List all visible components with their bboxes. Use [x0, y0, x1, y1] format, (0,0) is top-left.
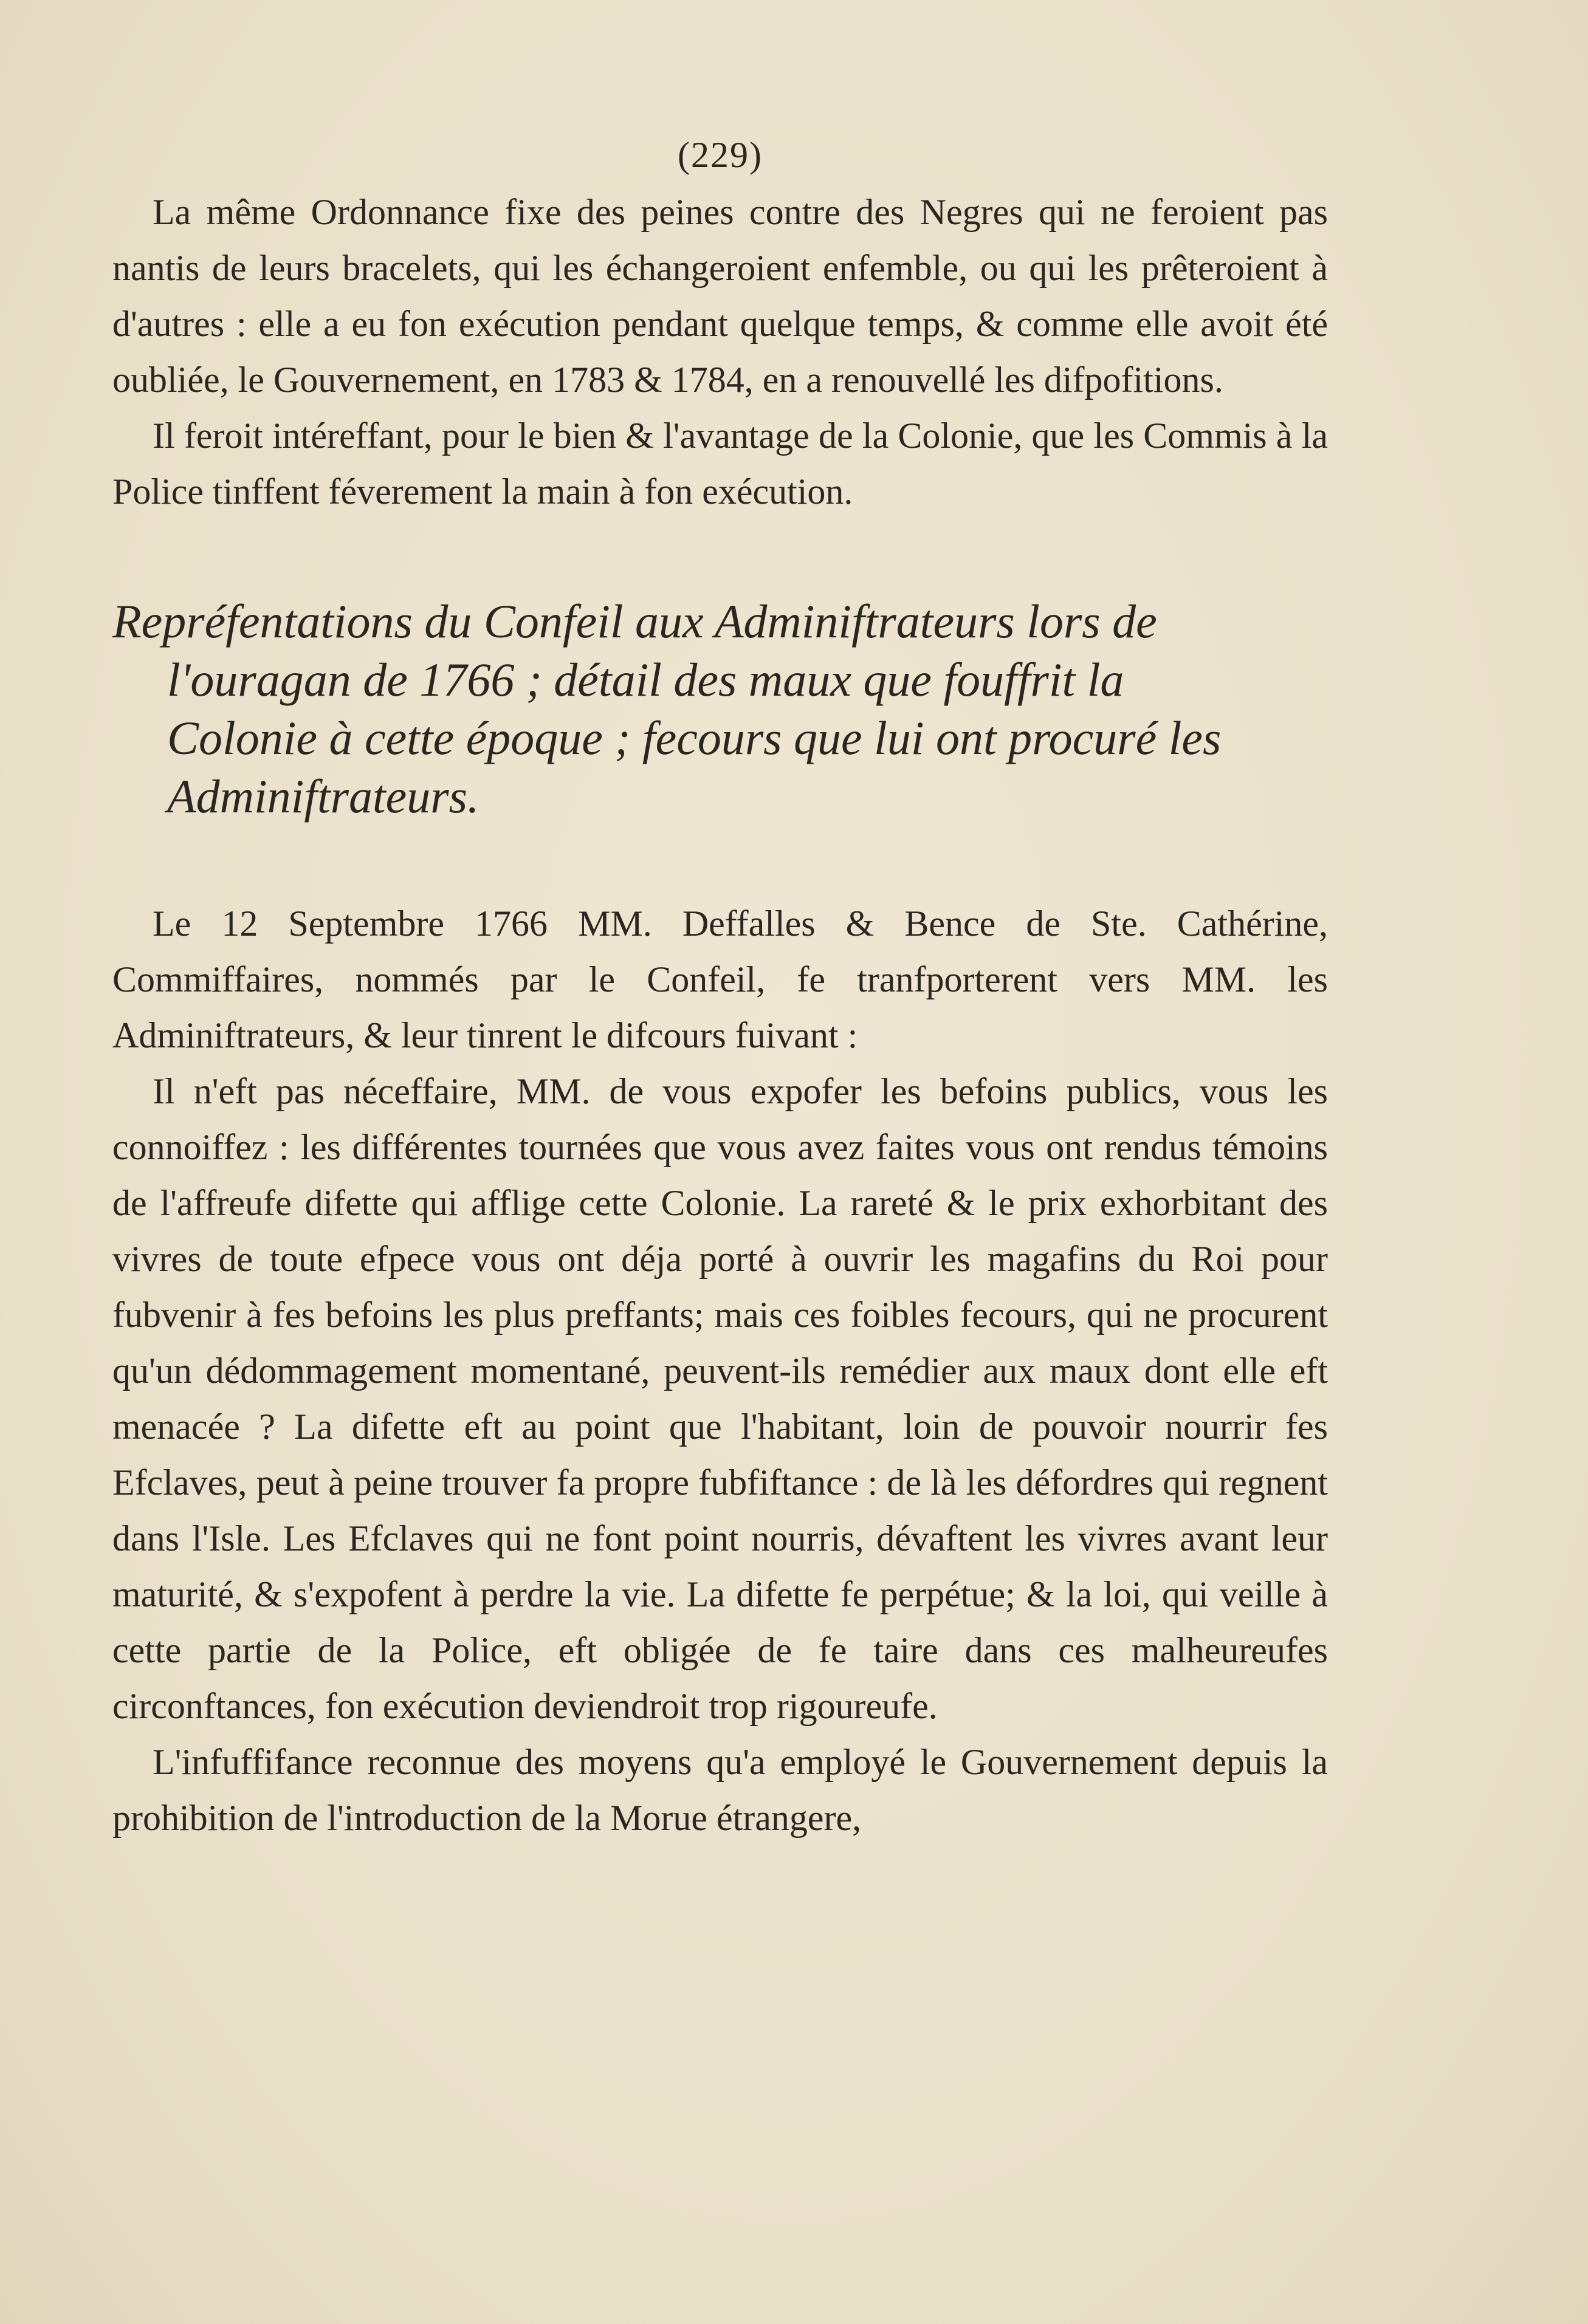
page-text-block: [112, 131, 1328, 1846]
heading-line: Colonie à cette époque ; fecours que lui ont procuré les: [167, 711, 1222, 764]
section-heading: [112, 592, 1328, 826]
heading-line: Adminiftrateurs.: [167, 770, 479, 823]
page-number: (229): [678, 135, 763, 175]
paragraph-police: Il feroit intéreffant, pour le bien & l'avantage de la Colonie, que les Commis à la Police tinffent féverement la main à fon exécution.: [112, 416, 1328, 512]
paragraph-ordonnance: La même Ordonnance fixe des peines contre des Negres qui ne feroient pas nantis de leurs bracelets, qui les échangeroient enfemble, ou qui les prêteroient à d'autres : elle a eu fon exécution pendant quelque temps, & comme elle avoit été oubliée, le Gouvernement, en 1783 & 1784, en a renouvellé les difpofitions.: [112, 192, 1328, 400]
paragraph-commissaires: Le 12 Septembre 1766 MM. Deffalles & Bence de Ste. Cathérine, Commiffaires, nommés par le Confeil, fe tranfporterent vers MM. les Adminiftrateurs, & leur tinrent le difcours fuivant :: [112, 903, 1328, 1055]
paragraph-insuffisance: L'infuffifance reconnue des moyens qu'a employé le Gouvernement depuis la prohibition de l'introduction de la Morue étrangere,: [112, 1742, 1328, 1838]
heading-line: l'ouragan de 1766 ; détail des maux que fouffrit la: [167, 653, 1124, 706]
paragraph-discours: Il n'eft pas néceffaire, MM. de vous expofer les befoins publics, vous les connoiffez : les différentes tournées que vous avez faites vous ont rendus témoins de l'affreufe difette qui afflige cette Colonie. La rareté & le prix exhorbitant des vivres de toute efpece vous ont déja porté à ouvrir les magafins du Roi pour fubvenir à fes befoins les plus preffants; mais ces foibles fecours, qui ne procurent qu'un dédommagement momentané, peuvent-ils remédier aux maux dont elle eft menacée ? La difette eft au point que l'habitant, loin de pouvoir nourrir fes Efclaves, peut à peine trouver fa propre fubfiftance : de là les défordres qui regnent dans l'Isle. Les Efclaves qui ne font point nourris, dévaftent les vivres avant leur maturité, & s'expofent à perdre la vie. La difette fe perpétue; & la loi, qui veille à cette partie de la Police, eft obligée de fe taire dans ces malheureufes circonftances, fon exécution deviendroit trop rigoureufe.: [112, 1071, 1328, 1726]
heading-line: Repréfentations du Confeil aux Adminiftrateurs lors de: [112, 595, 1157, 648]
